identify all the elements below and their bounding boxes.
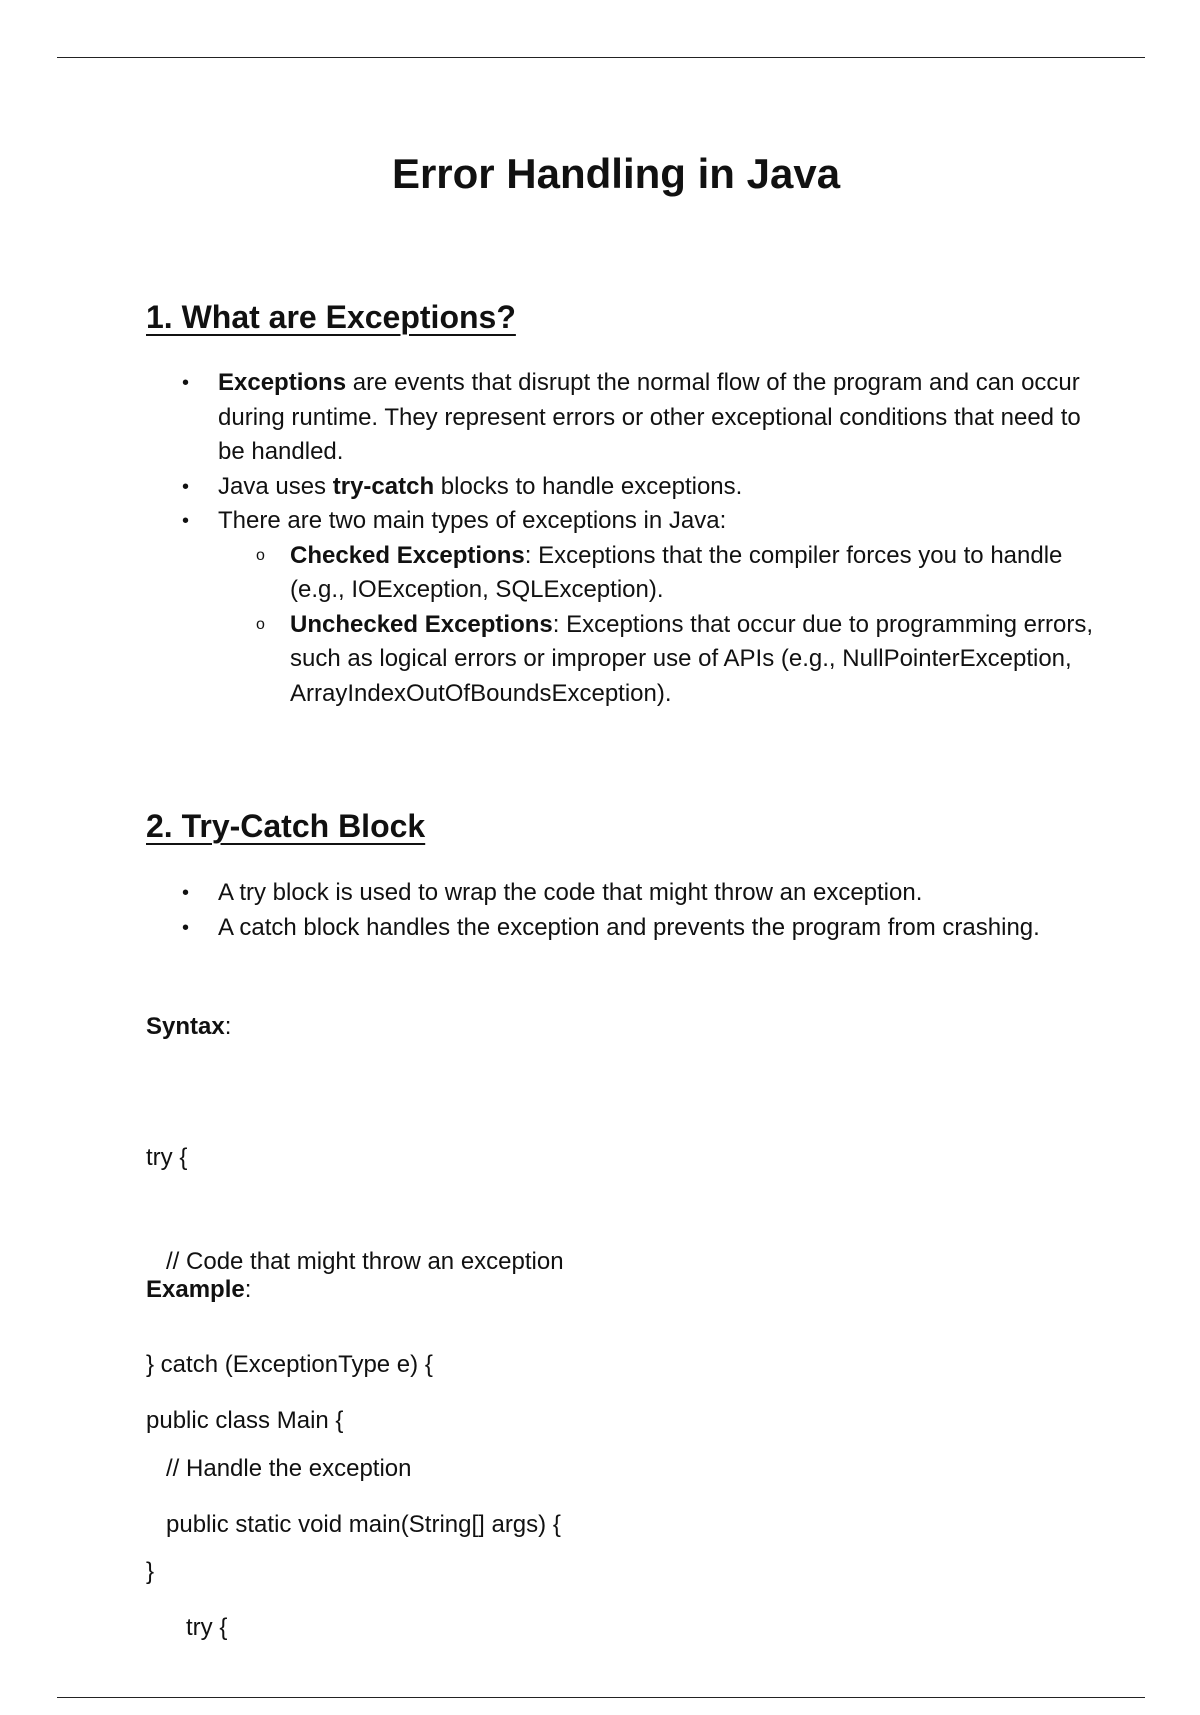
code-line: } catch (ExceptionType e) {: [146, 1351, 433, 1378]
list-item: [146, 504, 1106, 711]
bullet-text: blocks to handle exceptions.: [434, 472, 743, 500]
code-line: }: [146, 1558, 155, 1585]
example-label-colon: :: [244, 1276, 252, 1303]
syntax-label: [146, 1010, 231, 1044]
code-line: public class Main {: [146, 1407, 344, 1434]
exceptions-bullet-list: [146, 366, 1106, 711]
example-label-text: Example: [146, 1276, 245, 1303]
code-line: // Handle the exception: [146, 1454, 412, 1482]
code-line: try {: [146, 1144, 188, 1171]
bullet-text: A try block is used to wrap the code that might throw an exception.: [218, 879, 923, 906]
try-catch-bullet-list: [146, 876, 1106, 945]
exception-types-sublist: [218, 539, 1106, 712]
document-title: Error Handling in Java: [391, 150, 841, 197]
example-code-block: [146, 1335, 561, 1715]
term-checked-exceptions: Checked Exceptions: [290, 541, 525, 569]
list-item: [146, 470, 1106, 505]
term-exceptions: Exceptions: [218, 369, 347, 396]
code-line: public static void main(String[] args) {: [146, 1510, 561, 1538]
syntax-label-text: Syntax: [146, 1013, 225, 1040]
sub-item-text: : Exceptions that occur due to programming errors, such as logical errors or improper use of APIs (e.g., NullPointerException, ArrayIndexOutOfBoundsException).: [290, 610, 1094, 707]
term-unchecked-exceptions: Unchecked Exceptions: [290, 610, 553, 638]
bullet-text: are events that disrupt the normal flow of the program and can occur during runtime. They represent errors or other exceptional conditions that need to be handled.: [218, 369, 1081, 465]
sub-list-item: [218, 539, 1106, 608]
list-item: [146, 876, 1106, 911]
term-try-catch: try-catch: [332, 472, 435, 500]
syntax-label-colon: :: [224, 1013, 232, 1040]
bullet-text: There are two main types of exceptions in Java:: [218, 507, 727, 534]
list-item: [146, 911, 1106, 946]
list-item: [146, 366, 1106, 470]
code-line: try {: [146, 1614, 228, 1641]
sub-item-text: : Exceptions that the compiler forces you to handle (e.g., IOException, SQLException).: [290, 541, 1063, 603]
footer-rule: [57, 1697, 1145, 1698]
section-heading-exceptions: 1. What are Exceptions?: [146, 299, 516, 335]
bullet-text: A catch block handles the exception and prevents the program from crashing.: [218, 913, 1040, 941]
bullet-text: Java uses: [218, 472, 333, 500]
section-heading-try-catch: 2. Try-Catch Block: [146, 808, 426, 844]
code-line: // Code that might throw an exception: [146, 1247, 564, 1275]
example-label: [146, 1273, 251, 1307]
sub-list-item: [218, 608, 1106, 712]
header-rule: [57, 57, 1145, 58]
